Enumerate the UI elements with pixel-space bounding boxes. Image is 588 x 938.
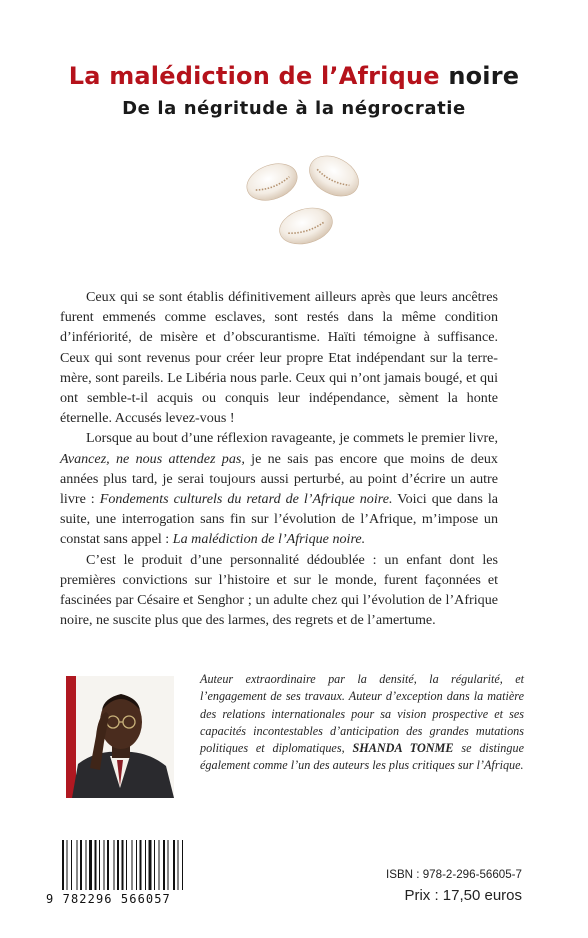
title-reference-3: La malédiction de l’Afrique noire. <box>172 531 366 548</box>
author-bio: Auteur extraordinaire par la densité, la régularité, et l’engagement de ses travaux. Auteur d’exception dans la matière des relations internationales pour sa vision prospective et ses capacités incontestables d’anticipation des grandes mutations politiques et diplomatiques, SHANDA TONME se distingue également comme l’un des auteurs les plus critiques sur l’Afrique. <box>200 672 525 773</box>
paragraph-1: Ceux qui se sont établis définitivement ailleurs après que leurs ancêtres furent emmenés comme esclaves, sont restés dans la même condition d’infériorité, de misère et d’obscurantisme. Haïti témoigne à suffisance. Ceux qui sont revenus pour créer leur propre Etat indépendant sur la terre-mère, sont pareils. Le Libéria nous parle. Ceux qui n’ont jamais bougé, et qui ont semble-t-il acquis ou conquis leur indépendance, sèment la honte éternelle. Accusés levez-vous ! <box>60 289 498 427</box>
back-cover-text <box>60 287 498 630</box>
book-title-black-part: noire <box>448 62 520 90</box>
cowrie-shell-left <box>242 157 302 207</box>
author-photo <box>66 676 174 798</box>
cowrie-shell-bottom <box>275 202 336 250</box>
barcode-digits: 9 782296 566057 <box>46 892 171 906</box>
book-title <box>0 62 588 90</box>
isbn: ISBN : 978-2-296-56605-7 <box>386 868 522 881</box>
paragraph-2: Lorsque au bout d’une réflexion ravageante, je commets le premier livre, Avancez, ne nous attendez pas, je ne sais pas encore que moins de deux années plus tard, je serai toujours aussi perturbé, au point d’écrire un autre livre : Fondements culturels du retard de l’Afrique noire. Voici que dans la suite, une interrogation sans fin sur l’évolution de l’Afrique, m’impose un constat sans appel : La malédiction de l’Afrique noire. <box>60 430 498 548</box>
cowrie-shells-illustration <box>230 150 380 250</box>
title-reference-2: Fondements culturels du retard de l’Afrique noire. <box>99 491 393 508</box>
book-title-red-part: La malédiction de l’Afrique <box>68 62 440 90</box>
paragraph-3: C’est le produit d’une personnalité dédoublée : un enfant dont les premières convictions sur l’histoire et sur le monde, furent façonnées et fascinées par Césaire et Senghor ; un adulte chez qui l’évolution de l’Afrique noire, ne suscite plus que des larmes, des regrets et de l’amertume. <box>60 551 498 629</box>
title-reference-1: Avancez, ne nous attendez pas, <box>60 450 245 467</box>
author-name: SHANDA TONME <box>352 741 454 756</box>
cowrie-shell-right <box>303 150 366 204</box>
book-subtitle: De la négritude à la négrocratie <box>122 98 466 119</box>
price: Prix : 17,50 euros <box>404 887 522 904</box>
